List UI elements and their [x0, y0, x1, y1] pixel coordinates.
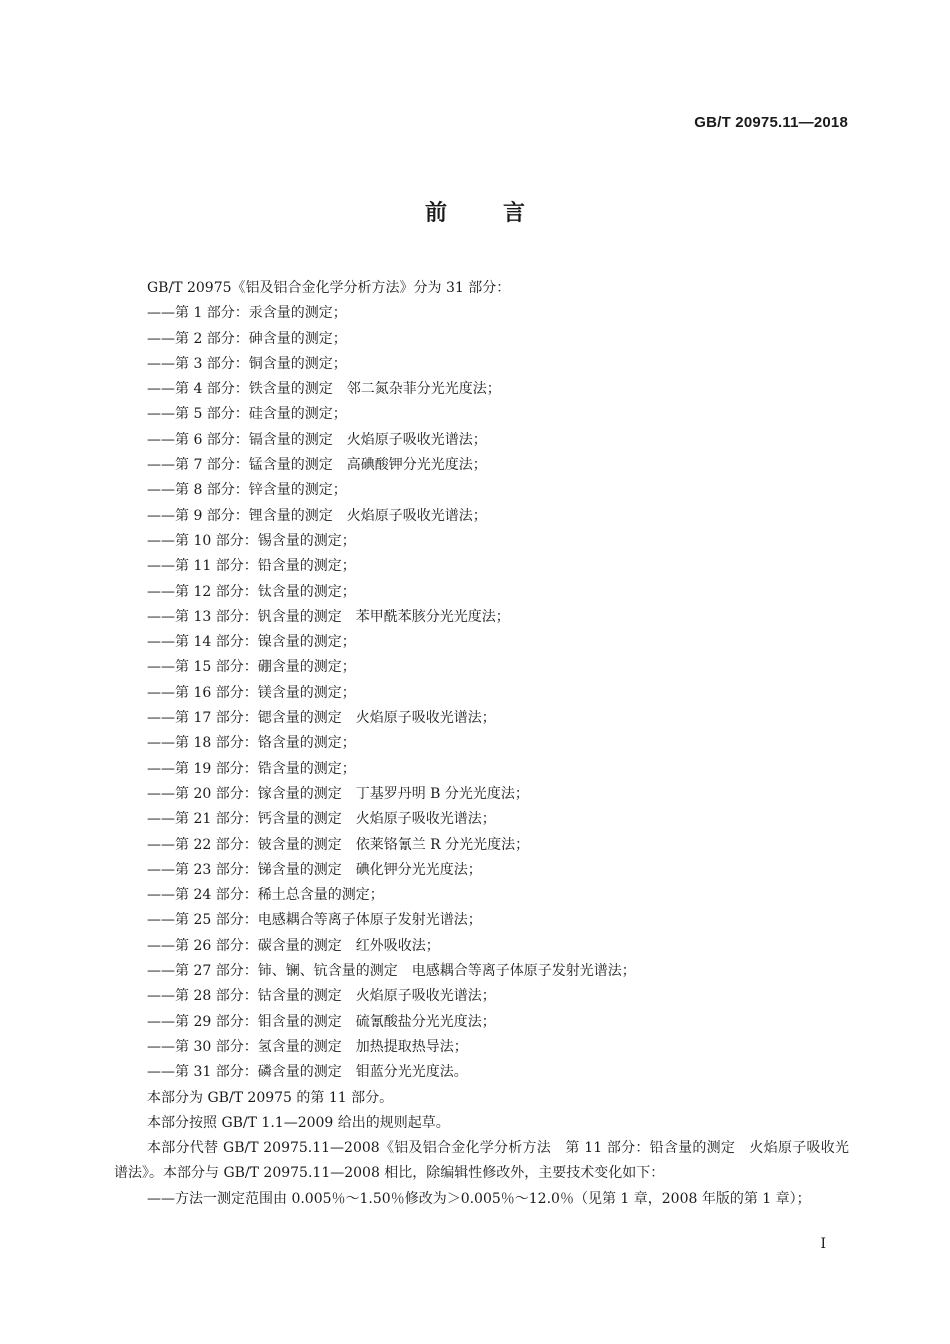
document-body: [114, 276, 849, 1212]
part-list-item: ——第 25 部分：电感耦合等离子体原子发射光谱法；: [147, 912, 482, 929]
part-list-item: ——第 31 部分：磷含量的测定 钼蓝分光光度法。: [147, 1064, 468, 1081]
part-list-item: ——第 9 部分：锂含量的测定 火焰原子吸收光谱法；: [147, 507, 487, 524]
part-list-item: ——第 16 部分：镁含量的测定；: [147, 684, 356, 701]
part-list-item: ——第 8 部分：锌含量的测定；: [147, 482, 347, 499]
part-list-item: ——第 1 部分：汞含量的测定；: [147, 305, 347, 322]
part-list-item: ——第 23 部分：锑含量的测定 碘化钾分光光度法；: [147, 861, 482, 878]
replacement-statement: 本部分代替 GB/T 20975.11—2008《铝及铝合金化学分析方法 第 11 部分：铅含量的测定 火焰原子吸收光谱法》。本部分与 GB/T 20975.11—2008 相比，除编辑性修改外，主要技术变化如下：: [114, 1140, 849, 1182]
part-list-item: ——第 4 部分：铁含量的测定 邻二氮杂菲分光光度法；: [147, 381, 501, 398]
part-list-item: ——第 6 部分：镉含量的测定 火焰原子吸收光谱法；: [147, 431, 487, 448]
parts-list: [114, 301, 849, 1085]
part-list-item: ——第 12 部分：钛含量的测定；: [147, 583, 356, 600]
page-number: I: [820, 1236, 826, 1252]
part-list-item: ——第 24 部分：稀土总含量的测定；: [147, 887, 384, 904]
part-list-item: ——第 14 部分：镍含量的测定；: [147, 634, 356, 651]
intro-paragraph: GB/T 20975《铝及铝合金化学分析方法》分为 31 部分：: [147, 280, 511, 296]
part-list-item: ——第 29 部分：钼含量的测定 硫氰酸盐分光光度法；: [147, 1013, 496, 1030]
part-list-item: ——第 3 部分：铜含量的测定；: [147, 355, 347, 372]
drafting-rules-statement: 本部分按照 GB/T 1.1—2009 给出的规则起草。: [147, 1114, 450, 1131]
part-list-item: ——第 30 部分：氢含量的测定 加热提取热导法；: [147, 1038, 468, 1055]
part-list-item: ——第 13 部分：钒含量的测定 苯甲酰苯胲分光光度法；: [147, 608, 510, 625]
part-list-item: ——第 17 部分：锶含量的测定 火焰原子吸收光谱法；: [147, 710, 496, 727]
part-list-item: ——第 15 部分：硼含量的测定；: [147, 659, 356, 676]
page-title: 前言: [424, 201, 581, 226]
part-list-item: ——第 20 部分：镓含量的测定 丁基罗丹明 B 分光光度法；: [147, 785, 529, 802]
part-list-item: ——第 19 部分：锆含量的测定；: [147, 760, 356, 777]
part-list-item: ——第 26 部分：碳含量的测定 红外吸收法；: [147, 937, 440, 954]
part-list-item: ——第 5 部分：硅含量的测定；: [147, 406, 347, 423]
part-list-item: ——第 7 部分：锰含量的测定 高碘酸钾分光光度法；: [147, 457, 487, 474]
part-list-item: ——第 11 部分：铅含量的测定；: [147, 558, 356, 575]
part-list-item: ——第 28 部分：钴含量的测定 火焰原子吸收光谱法；: [147, 988, 496, 1005]
part-list-item: ——第 2 部分：砷含量的测定；: [147, 330, 347, 347]
part-statement: 本部分为 GB/T 20975 的第 11 部分。: [147, 1089, 394, 1106]
part-list-item: ——第 10 部分：锡含量的测定；: [147, 532, 356, 549]
part-list-item: ——第 18 部分：铬含量的测定；: [147, 735, 356, 752]
change-item: ——方法一测定范围由 0.005％～1.50％修改为＞0.005％～12.0％（见第 1 章，2008 年版的第 1 章）；: [147, 1190, 811, 1207]
standard-number: GB/T 20975.11—2018: [694, 114, 848, 131]
part-list-item: ——第 27 部分：铈、镧、钪含量的测定 电感耦合等离子体原子发射光谱法；: [147, 963, 636, 980]
part-list-item: ——第 22 部分：铍含量的测定 依莱铬氰兰 R 分光光度法；: [147, 836, 530, 853]
part-list-item: ——第 21 部分：钙含量的测定 火焰原子吸收光谱法；: [147, 811, 496, 828]
